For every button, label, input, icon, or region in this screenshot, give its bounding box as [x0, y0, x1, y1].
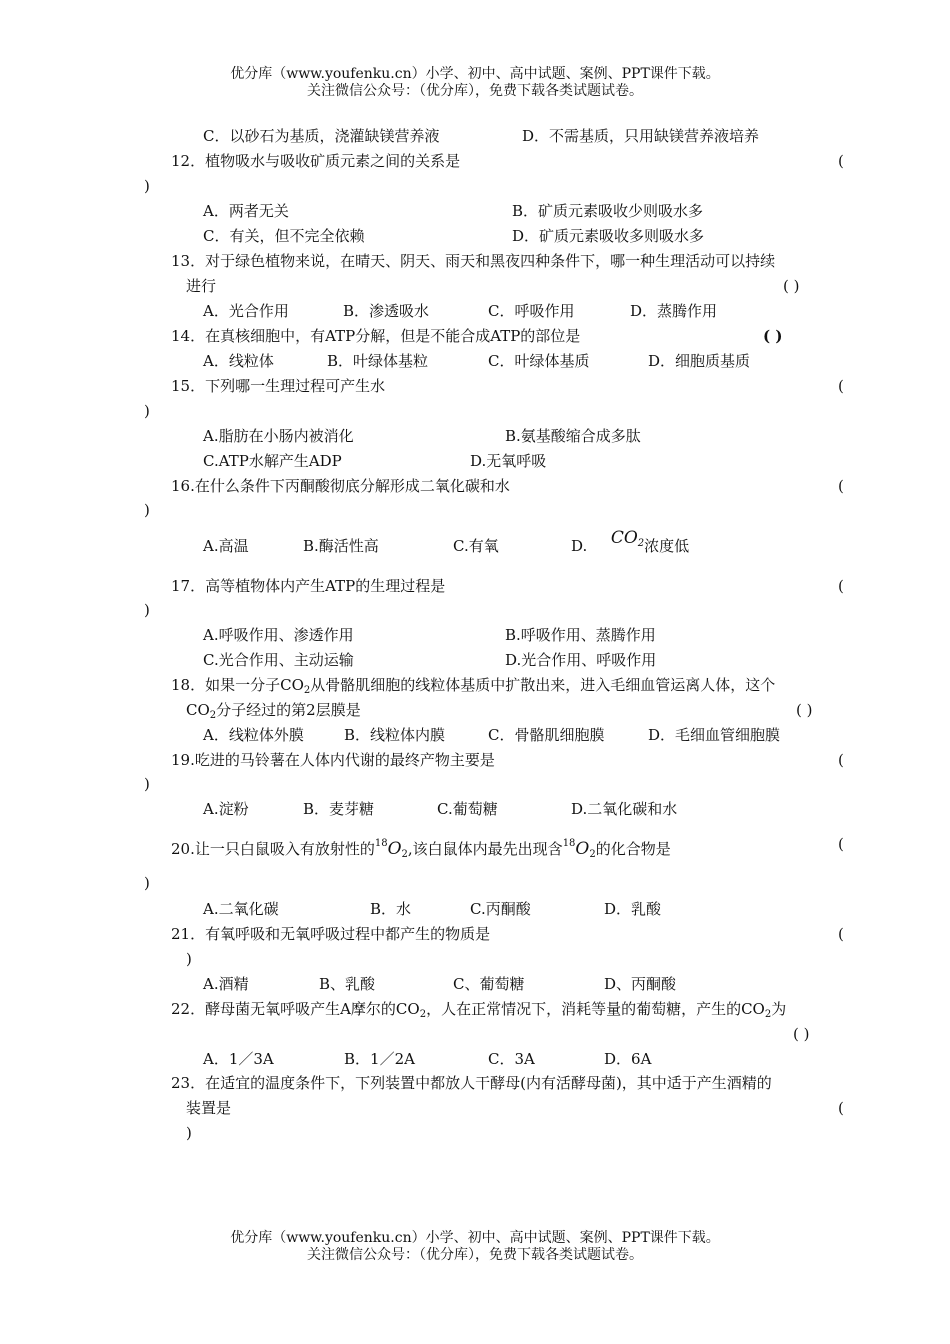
- q23-stem-line2: 装置是: [186, 1099, 232, 1117]
- q13-option-b: B．渗透吸水: [343, 302, 430, 320]
- q21-paren-close: ): [186, 950, 192, 968]
- q23-paren-close: ): [186, 1124, 192, 1142]
- q20-option-b: B．水: [370, 900, 412, 918]
- q19-option-b: B．麦芽糖: [303, 800, 375, 818]
- q14-option-d: D．细胞质基质: [648, 352, 751, 370]
- q17-stem: 17．高等植物体内产生ATP的生理过程是: [171, 577, 446, 595]
- q13-stem-line1: 13．对于绿色植物来说，在晴天、阴天、雨天和黑夜四种条件下，哪一种生理活动可以持续: [171, 252, 776, 270]
- q15-option-d: D.无氧呼吸: [470, 452, 547, 470]
- q15-option-b: B.氨基酸缩合成多肽: [505, 427, 641, 445]
- footer-line-1: 优分库（www.youfenku.cn）小学、初中、高中试题、案例、PPT课件下载。: [230, 1230, 720, 1246]
- q20-stem: 20.让一只白鼠吸入有放射性的$^{18}O_2$,该白鼠体内最先出现含$^{18}O_2$的化合物是: [171, 838, 671, 860]
- q11-option-d: D．不需基质，只用缺镁营养液培养: [522, 127, 760, 145]
- q21-option-b: B、乳酸: [319, 975, 376, 993]
- q19-option-a: A.淀粉: [203, 800, 249, 818]
- q22-option-a: A．1／3A: [203, 1050, 274, 1068]
- q12-paren-open: (: [838, 152, 844, 170]
- q14-paren: ( ): [763, 327, 783, 345]
- q15-stem: 15．下列哪一生理过程可产生水: [171, 377, 386, 395]
- header-line-1: 优分库（www.youfenku.cn）小学、初中、高中试题、案例、PPT课件下载。: [230, 66, 720, 82]
- q17-option-b: B.呼吸作用、蒸腾作用: [505, 626, 656, 644]
- q20-option-c: C.丙酮酸: [470, 900, 531, 918]
- q21-option-d: D、丙酮酸: [604, 975, 677, 993]
- q13-stem-line2: 进行: [186, 277, 217, 295]
- q18-option-c: C．骨骼肌细胞膜: [488, 726, 605, 744]
- q13-paren: ( ): [783, 277, 800, 295]
- q22-option-d: D．6A: [604, 1050, 652, 1068]
- q15-option-a: A.脂肪在小肠内被消化: [203, 427, 354, 445]
- q15-paren-open: (: [838, 377, 844, 395]
- q21-option-c: C、葡萄糖: [453, 975, 525, 993]
- q17-option-d: D.光合作用、呼吸作用: [505, 651, 657, 669]
- q14-stem: 14．在真核细胞中，有ATP分解，但是不能合成ATP的部位是: [171, 327, 581, 345]
- q12-option-c: C．有关，但不完全依赖: [203, 227, 365, 245]
- q13-option-a: A．光合作用: [203, 302, 289, 320]
- q19-option-d: D.二氧化碳和水: [571, 800, 678, 818]
- q22-paren: ( ): [793, 1025, 810, 1043]
- q19-paren-open: (: [838, 751, 844, 769]
- q15-option-c: C.ATP水解产生ADP: [203, 452, 342, 470]
- q14-option-c: C．叶绿体基质: [488, 352, 590, 370]
- q14-option-b: B．叶绿体基粒: [327, 352, 429, 370]
- footer-line-2: 关注微信公众号：（优分库），免费下载各类试题试卷。: [307, 1247, 643, 1263]
- q14-option-a: A．线粒体: [203, 352, 274, 370]
- q19-paren-close: ): [144, 775, 150, 793]
- q20-paren-close: ): [144, 874, 150, 892]
- q12-option-d: D．矿质元素吸收多则吸水多: [512, 227, 705, 245]
- q17-paren-close: ): [144, 601, 150, 619]
- page-header: [0, 66, 950, 100]
- q18-option-b: B．线粒体内膜: [344, 726, 446, 744]
- q22-option-b: B．1／2A: [344, 1050, 415, 1068]
- q23-stem-line1: 23．在适宜的温度条件下，下列装置中都放人干酵母(内有活酵母菌)，其中适于产生酒精的: [171, 1074, 772, 1092]
- q16-option-d: [571, 528, 690, 562]
- q13-option-d: D．蒸腾作用: [630, 302, 718, 320]
- q12-paren-close: ): [144, 177, 150, 195]
- q16-option-a: A.高温: [203, 537, 249, 555]
- q17-paren-open: (: [838, 577, 844, 595]
- q21-stem: 21．有氧呼吸和无氧呼吸过程中都产生的物质是: [171, 925, 491, 943]
- q21-paren-open: (: [838, 925, 844, 943]
- q16-stem: 16.在什么条件下丙酮酸彻底分解形成二氧化碳和水: [171, 477, 510, 495]
- q17-option-a: A.呼吸作用、渗透作用: [203, 626, 354, 644]
- q12-option-b: B．矿质元素吸收少则吸水多: [512, 202, 704, 220]
- q12-option-a: A．两者无关: [203, 202, 289, 220]
- q12-stem: 12．植物吸水与吸收矿质元素之间的关系是: [171, 152, 461, 170]
- q18-paren: ( ): [796, 701, 813, 719]
- q15-paren-close: ): [144, 402, 150, 420]
- q23-paren-open: (: [838, 1099, 844, 1117]
- q16-co2-formula: $CO_2$: [610, 528, 645, 549]
- q18-stem-line1: 18．如果一分子$CO_2$从骨骼肌细胞的线粒体基质中扩散出来，进入毛细血管运离人体，这个: [171, 676, 776, 696]
- q19-option-c: C.葡萄糖: [437, 800, 498, 818]
- q16-option-d-text: 浓度低: [644, 537, 690, 555]
- q16-paren-open: (: [838, 477, 844, 495]
- q22-option-c: C．3A: [488, 1050, 535, 1068]
- q21-option-a: A.酒精: [203, 975, 249, 993]
- q16-paren-close: ): [144, 501, 150, 519]
- q13-option-c: C．呼吸作用: [488, 302, 575, 320]
- header-line-2: 关注微信公众号：（优分库），免费下载各类试题试卷。: [307, 83, 643, 99]
- q20-paren-open: (: [838, 835, 844, 853]
- q22-stem: 22．酵母菌无氧呼吸产生A摩尔的$CO_2$，人在正常情况下，消耗等量的葡萄糖，产生的$CO_2$为: [171, 1000, 787, 1020]
- q17-option-c: C.光合作用、主动运输: [203, 651, 354, 669]
- q16-option-b: B.酶活性高: [303, 537, 379, 555]
- q16-option-c: C.有氧: [453, 537, 499, 555]
- q20-option-a: A.二氧化碳: [203, 900, 279, 918]
- q19-stem: 19.吃进的马铃薯在人体内代谢的最终产物主要是: [171, 751, 495, 769]
- q18-stem-line2: $CO_2$分子经过的第2层膜是: [186, 701, 361, 721]
- q16-option-d-label: D.: [571, 537, 588, 555]
- page-footer: [0, 1230, 950, 1264]
- q18-option-d: D．毛细血管细胞膜: [648, 726, 781, 744]
- q20-option-d: D．乳酸: [604, 900, 662, 918]
- q11-option-c: C．以砂石为基质，浇灌缺镁营养液: [203, 127, 440, 145]
- q18-option-a: A．线粒体外膜: [203, 726, 304, 744]
